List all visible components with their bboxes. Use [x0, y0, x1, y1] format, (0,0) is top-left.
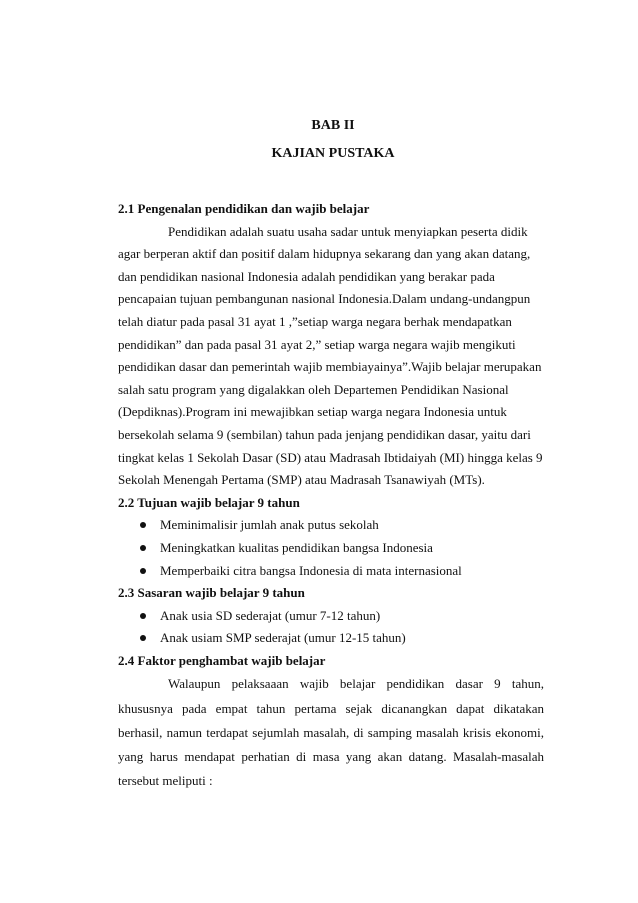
bullet-icon: [140, 545, 146, 551]
section-heading: 2.2 Tujuan wajib belajar 9 tahun: [118, 494, 300, 510]
list-item-text: Meningkatkan kualitas pendidikan bangsa Indonesia: [160, 539, 433, 555]
list-item: [118, 627, 544, 650]
bullet-list: [118, 605, 544, 650]
list-item-text: Anak usiam SMP sederajat (umur 12-15 tahun): [160, 630, 406, 646]
list-item-text: Meminimalisir jumlah anak putus sekolah: [160, 517, 379, 533]
section-2-4: [118, 650, 544, 794]
section-2-2: [118, 492, 544, 582]
chapter-title: KAJIAN PUSTAKA: [271, 146, 395, 161]
list-item: [118, 560, 544, 583]
list-item-text: Memperbaiki citra bangsa Indonesia di mata internasional: [160, 562, 462, 578]
document-body: [118, 198, 544, 793]
section-2-1: [118, 198, 544, 492]
list-item: [118, 537, 544, 560]
list-item-text: Anak usia SD sederajat (umur 7-12 tahun): [160, 607, 381, 623]
bullet-icon: [140, 613, 146, 619]
section-heading: 2.3 Sasaran wajib belajar 9 tahun: [118, 585, 305, 601]
bullet-icon: [140, 522, 146, 528]
list-item: [118, 605, 544, 628]
section-heading: 2.1 Pengenalan pendidikan dan wajib belajar: [118, 201, 370, 216]
section-paragraph: Walaupun pelaksaaan wajib belajar pendidikan dasar 9 tahun, khususnya pada empat tahun pertama sejak dicanangkan dapat dikatakan berhasil, namun terdapat sejumlah masalah, di samping masalah krisis ekonomi, yang harus mendapat perhatian di masa yang akan datang. Masalah-masalah tersebut meliputi :: [118, 676, 544, 789]
list-item: [118, 514, 544, 537]
section-heading: 2.4 Faktor penghambat wajib belajar: [118, 652, 326, 668]
bullet-list: [118, 514, 544, 582]
bullet-icon: [140, 635, 146, 641]
chapter-number: BAB II: [311, 118, 355, 133]
bullet-icon: [140, 568, 146, 574]
section-2-3: [118, 582, 544, 650]
section-paragraph: Pendidikan adalah suatu usaha sadar untuk menyiapkan peserta didik agar berperan aktif dan positif dalam hidupnya sekarang dan yang akan datang, dan pendidikan nasional Indonesia adalah pendidikan yang berakar pada pencapaian tujuan pembangunan nasional Indonesia.Dalam undang-undangpun telah diatur pada pasal 31 ayat 1 ,”setiap warga negara berhak mendapatkan pendidikan” dan pada pasal 31 ayat 2,” setiap warga negara wajib mengikuti pendidikan dasar dan pemerintah wajib membiayainya”.Wajib belajar merupakan salah satu program yang digalakkan oleh Departemen Pendidikan Nasional (Depdiknas).Program ini mewajibkan setiap warga negara Indonesia untuk bersekolah selama 9 (sembilan) tahun pada jenjang pendidikan dasar, yaitu dari tingkat kelas 1 Sekolah Dasar (SD) atau Madrasah Ibtidaiyah (MI) hingga kelas 9 Sekolah Menengah Pertama (SMP) atau Madrasah Tsanawiyah (MTs).: [118, 223, 543, 488]
